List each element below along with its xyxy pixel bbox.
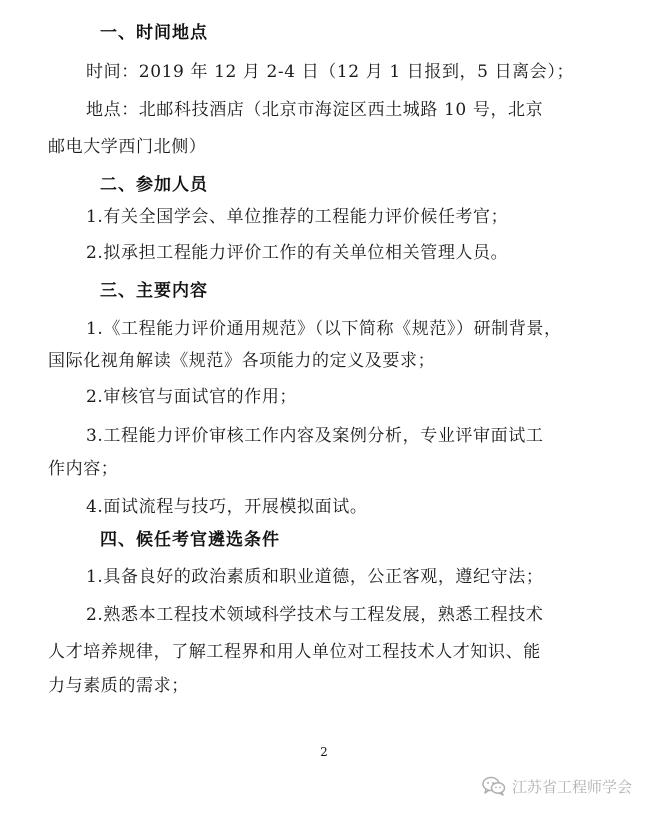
watermark-text: 江苏省工程师学会 [511,777,632,796]
criteria-item-1: 1.具备良好的政治素质和职业道德，公正客观，遵纪守法； [86,567,544,587]
criteria-item-2-line-2: 人才培养规律，了解工程界和用人单位对工程技术人才知识、能 [48,642,541,662]
content-item-4: 4.面试流程与技巧，开展模拟面试。 [86,497,368,517]
criteria-item-2-line-3: 力与素质的需求； [48,676,189,696]
criteria-item-2-line-1: 2.熟悉本工程技术领域科学技术与工程发展，熟悉工程技术 [86,605,544,625]
participants-item-2: 2.拟承担工程能力评价工作的有关单位相关管理人员。 [86,243,509,263]
content-item-3-line-1: 3.工程能力评价审核工作内容及案例分析，专业评审面试工 [86,426,544,446]
section-heading-selection-criteria: 四、候任考官遴选条件 [100,530,280,550]
participants-item-1: 1.有关全国学会、单位推荐的工程能力评价候任考官； [86,207,509,227]
place-line-2: 邮电大学西门北侧） [48,137,207,157]
wechat-watermark [482,774,632,798]
wechat-icon [482,776,506,796]
place-line-1: 地点：北邮科技酒店（北京市海淀区西土城路 10 号，北京 [86,100,544,120]
content-item-3-line-2: 作内容； [48,459,119,479]
page-number: 2 [320,745,328,759]
content-item-1-line-1: 1.《工程能力评价通用规范》（以下简称《规范》）研制背景， [86,319,562,339]
section-heading-participants: 二、参加人员 [100,175,208,195]
content-item-1-line-2: 国际化视角解读《规范》各项能力的定义及要求； [48,351,436,371]
section-heading-main-content: 三、主要内容 [100,281,208,301]
section-heading-time-place: 一、时间地点 [100,23,208,43]
content-item-2: 2.审核官与面试官的作用； [86,387,298,407]
time-line: 时间：2019 年 12 月 2-4 日（12 月 1 日报到，5 日离会）； [86,62,575,82]
